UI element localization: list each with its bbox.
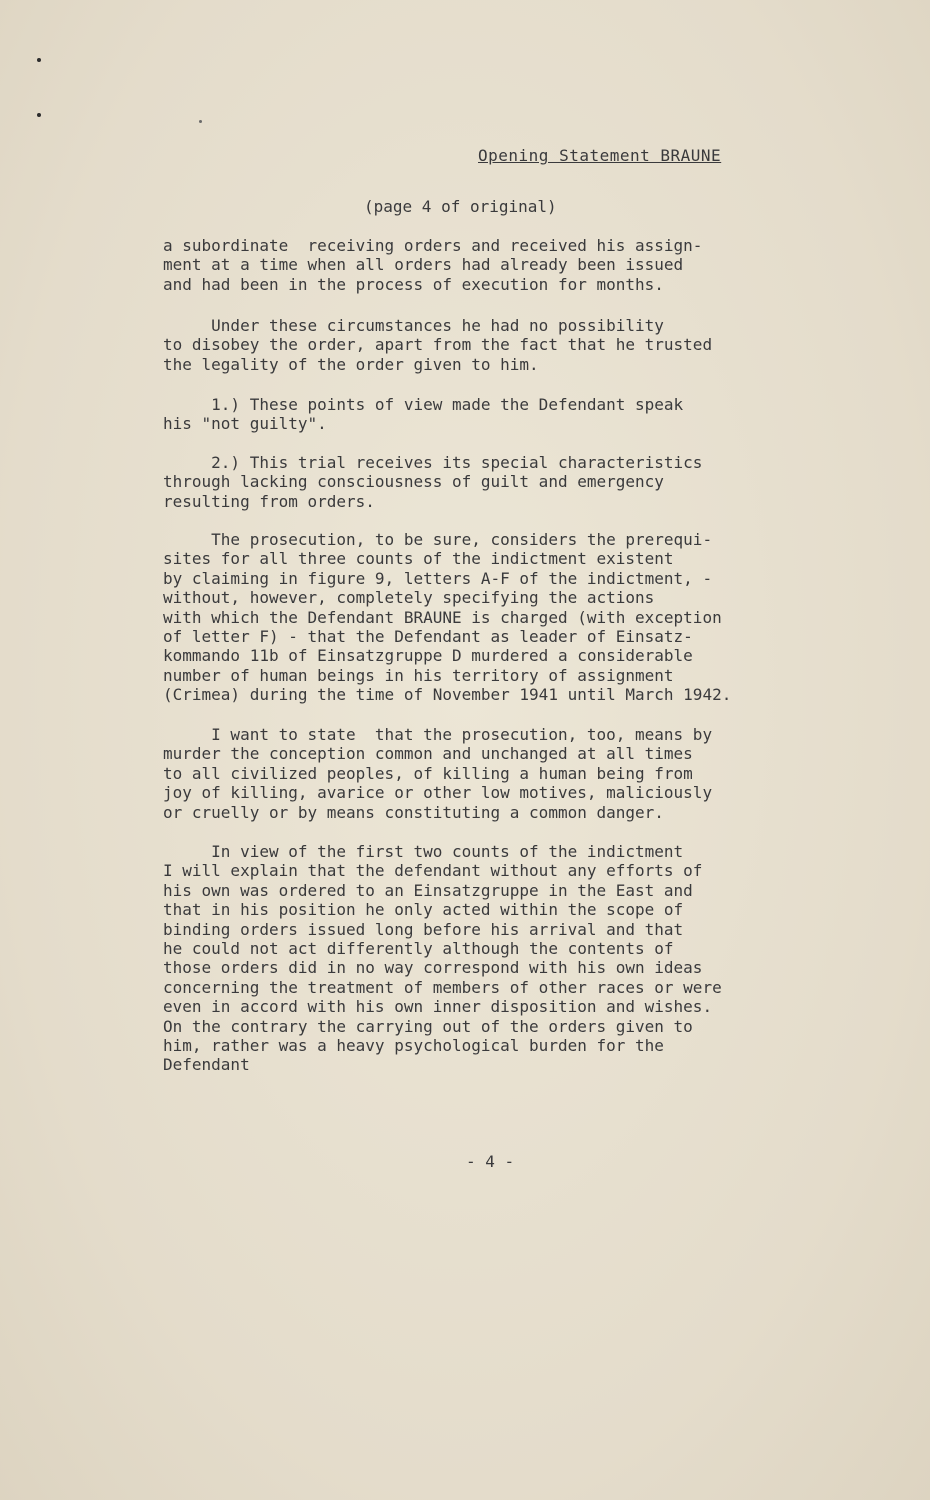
paragraph-prosecution: The prosecution, to be sure, considers the prerequi- sites for all three counts of the indictment existent by claiming in figure 9, letters A-F of the indictment, - without, however, completely specifying the actions with which the Defendant BRAUNE is charged (with exception of letter F) - that the Defendant as leader of Einsatz- kommando 11b of Einsatzgruppe D murdered a considerable number of human beings in his territory of assignment (Crimea) during the time of November 1941 until March 1942. [163, 530, 732, 705]
punch-mark [37, 113, 41, 117]
paragraph-counts: In view of the first two counts of the indictment I will explain that the defendant without any efforts of his own was ordered to an Einsatzgruppe in the East and that in his position he only acted within the scope of binding orders issued long before his arrival and that he could not act differently although the contents of those orders did in no way correspond with his own ideas concerning the treatment of members of other races or were even in accord with his own inner disposition and wishes. On the contrary the carrying out of the orders given to him, rather was a heavy psychological burden for the Defendant [163, 842, 722, 1075]
page-number: - 4 - [466, 1152, 515, 1171]
paragraph-point-2: 2.) This trial receives its special characteristics through lacking consciousness of guilt and emergency resulting from orders. [163, 453, 703, 511]
paragraph-point-1: 1.) These points of view made the Defendant speak his "not guilty". [163, 395, 684, 434]
paragraph-circumstances: Under these circumstances he had no possibility to disobey the order, apart from the fact that he trusted the legality of the order given to him. [163, 316, 713, 374]
punch-mark [199, 120, 202, 123]
paragraph-continuation: a subordinate receiving orders and received his assign- ment at a time when all orders had already been issued and had been in the process of execution for months. [163, 236, 703, 294]
paragraph-murder-definition: I want to state that the prosecution, too, means by murder the conception common and unchanged at all times to all civilized peoples, of killing a human being from joy of killing, avarice or other low motives, maliciously or cruelly or by means constituting a common danger. [163, 725, 713, 822]
page-of-original: (page 4 of original) [364, 197, 557, 216]
document-title: Opening Statement BRAUNE [478, 146, 722, 165]
punch-mark [37, 58, 41, 62]
